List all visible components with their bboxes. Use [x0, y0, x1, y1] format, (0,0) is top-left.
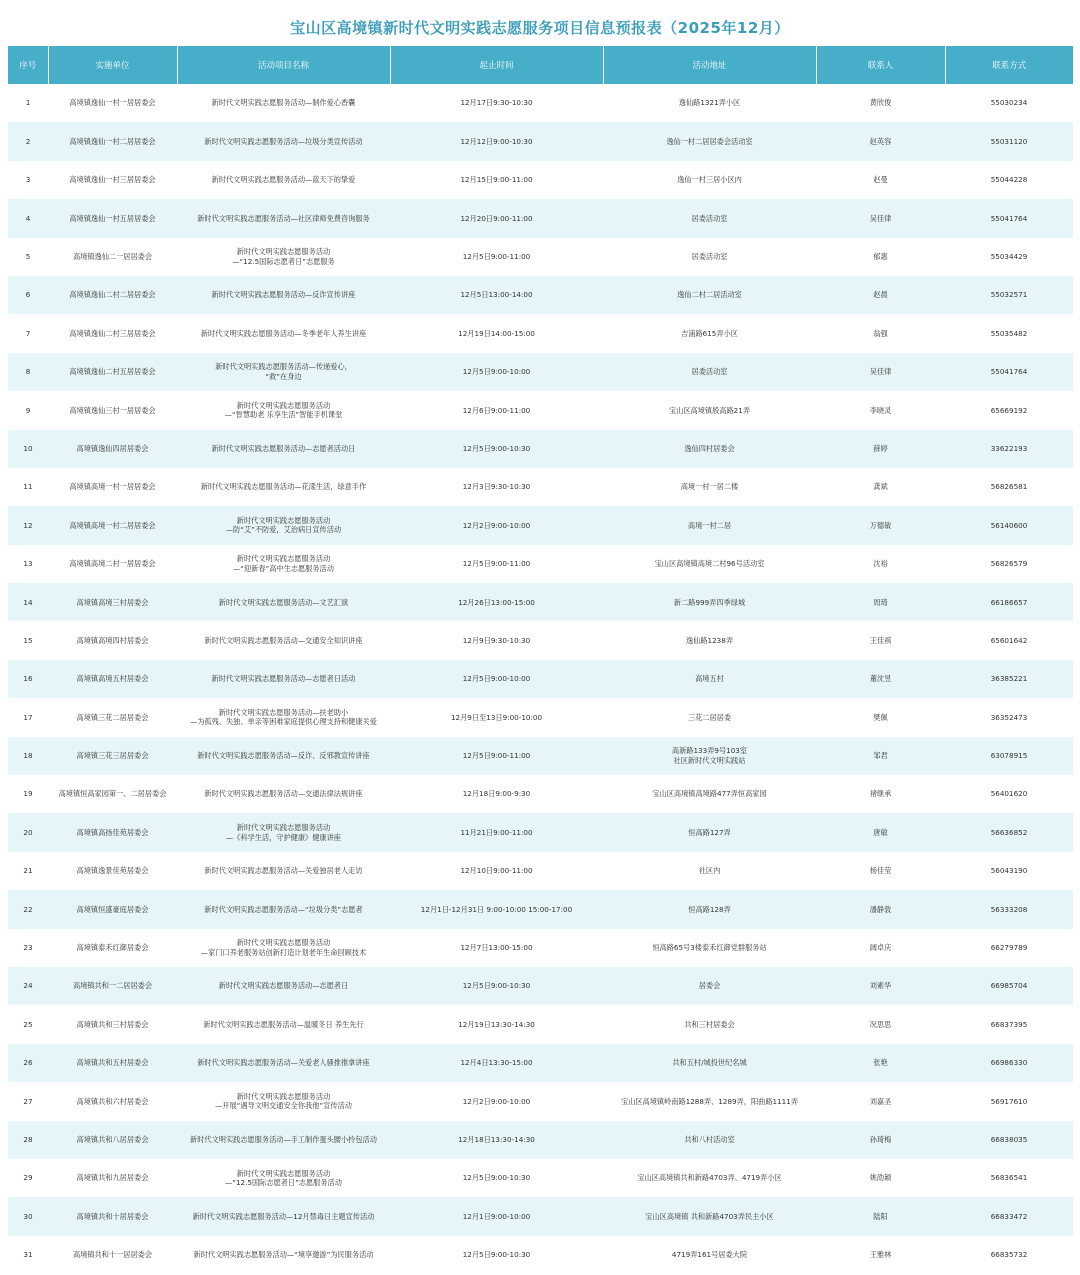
- cell-project: 新时代文明实践志愿服务活动—“境享邀游”为民服务活动: [177, 1236, 390, 1274]
- cell-project: 新时代文明实践志愿服务活动—花漾生活，绿意手作: [177, 468, 390, 506]
- cell-unit: 高境镇恒盛豪庭居委会: [48, 890, 177, 928]
- table-row: [8, 813, 1073, 851]
- cell-time: 12月2日9:00-10:00: [390, 1082, 603, 1120]
- cell-contact: 黄欣俊: [816, 84, 945, 122]
- cell-project: 新时代文明实践志愿服务活动 —开展“遇导文明交通安全你我他”宣传活动: [177, 1082, 390, 1120]
- cell-contact: 陆阳: [816, 1197, 945, 1235]
- cell-time: 11月21日9:00-11:00: [390, 813, 603, 851]
- cell-time: 12月15日9:00-11:00: [390, 161, 603, 199]
- cell-project: 新时代文明实践志愿服务活动—交通安全知识讲座: [177, 621, 390, 659]
- cell-project: 新时代文明实践志愿服务活动—志愿者日: [177, 967, 390, 1005]
- cell-unit: 高境镇逸仙二村五居居委会: [48, 353, 177, 391]
- table-row: [8, 199, 1073, 237]
- cell-time: 12月5日9:00-10:30: [390, 1236, 603, 1274]
- cell-project: 新时代文明实践志愿服务活动 —家门口养老服务站创新打造计划老年生命回顾技术: [177, 929, 390, 967]
- table-row: [8, 890, 1073, 928]
- table-row: [8, 506, 1073, 544]
- cell-index: 23: [8, 929, 48, 967]
- cell-project: 新时代文明实践志愿服务活动—制作爱心香囊: [177, 84, 390, 122]
- cell-address: 高境一村二居: [603, 506, 816, 544]
- cell-time: 12月12日9:00-10:30: [390, 122, 603, 160]
- cell-phone: 56401620: [945, 775, 1073, 813]
- cell-contact: 褚继承: [816, 775, 945, 813]
- cell-time: 12月2日9:00-10:00: [390, 506, 603, 544]
- table-row: [8, 314, 1073, 352]
- column-header-unit: 实施单位: [48, 46, 177, 84]
- cell-address: 逸仙四村居委会: [603, 430, 816, 468]
- cell-project: 新时代文明实践志愿服务活动—蓝天下的挚爱: [177, 161, 390, 199]
- cell-unit: 高境镇共和一二居居委会: [48, 967, 177, 1005]
- cell-phone: 66838035: [945, 1121, 1073, 1159]
- cell-contact: 唐敏: [816, 813, 945, 851]
- cell-project: 新时代文明实践志愿服务活动—反诈宣传讲座: [177, 276, 390, 314]
- table-body: [8, 84, 1073, 1274]
- cell-address: 高境一村一居二楼: [603, 468, 816, 506]
- cell-phone: 66186657: [945, 583, 1073, 621]
- cell-address: 三花二居居委: [603, 698, 816, 736]
- cell-phone: 66835732: [945, 1236, 1073, 1274]
- cell-contact: 邹君: [816, 737, 945, 775]
- cell-address: 逸仙一村二居居委会活动室: [603, 122, 816, 160]
- cell-time: 12月5日9:00-11:00: [390, 238, 603, 276]
- cell-address: 宝山区高境镇岭南路1288弄、1289弄，阳曲路1111弄: [603, 1082, 816, 1120]
- cell-index: 25: [8, 1005, 48, 1043]
- cell-time: 12月6日9:00-11:00: [390, 391, 603, 429]
- cell-project: 新时代文明实践志愿服务活动—12月禁毒日主题宣传活动: [177, 1197, 390, 1235]
- cell-time: 12月20日9:00-11:00: [390, 199, 603, 237]
- cell-contact: 李晓灵: [816, 391, 945, 429]
- cell-index: 19: [8, 775, 48, 813]
- cell-time: 12月17日9:30-10:30: [390, 84, 603, 122]
- column-header-contact: 联系人: [816, 46, 945, 84]
- cell-unit: 高境镇逸仙一村五居居委会: [48, 199, 177, 237]
- cell-project: 新时代文明实践志愿服务活动—志愿者活动日: [177, 430, 390, 468]
- cell-address: 恒高路65号3楼泰禾红御党群服务站: [603, 929, 816, 967]
- cell-unit: 高境镇高境一村二居居委会: [48, 506, 177, 544]
- table-row: [8, 468, 1073, 506]
- cell-phone: 66279789: [945, 929, 1073, 967]
- cell-time: 12月4日13:30-15:00: [390, 1044, 603, 1082]
- cell-index: 13: [8, 545, 48, 583]
- cell-phone: 66985704: [945, 967, 1073, 1005]
- cell-index: 12: [8, 506, 48, 544]
- cell-contact: 万德敏: [816, 506, 945, 544]
- cell-project: 新时代文明实践志愿服务活动—传递爱心， “救”在身边: [177, 353, 390, 391]
- column-header-time: 起止时间: [390, 46, 603, 84]
- cell-unit: 高境镇共和八居居委会: [48, 1121, 177, 1159]
- cell-unit: 高境镇高境四村居委会: [48, 621, 177, 659]
- cell-index: 21: [8, 852, 48, 890]
- cell-unit: 高境镇高境五村居委会: [48, 660, 177, 698]
- cell-index: 17: [8, 698, 48, 736]
- cell-time: 12月10日9:00-11:00: [390, 852, 603, 890]
- cell-index: 2: [8, 122, 48, 160]
- cell-contact: 薛婷: [816, 430, 945, 468]
- cell-project: 新时代文明实践志愿服务活动 —“12.5国际志愿者日”志愿服务活动: [177, 1159, 390, 1197]
- cell-phone: 65601642: [945, 621, 1073, 659]
- cell-index: 16: [8, 660, 48, 698]
- cell-project: 新时代文明实践志愿服务活动—垃圾分类宣传活动: [177, 122, 390, 160]
- cell-time: 12月9日至13日9:00-10:00: [390, 698, 603, 736]
- cell-phone: 56826581: [945, 468, 1073, 506]
- cell-project: 新时代文明实践志愿服务活动—社区律师免费咨询服务: [177, 199, 390, 237]
- cell-time: 12月5日9:00-10:30: [390, 1159, 603, 1197]
- cell-index: 6: [8, 276, 48, 314]
- cell-index: 28: [8, 1121, 48, 1159]
- table-row: [8, 238, 1073, 276]
- table-row: [8, 1236, 1073, 1274]
- table-row: [8, 1082, 1073, 1120]
- cell-contact: 孙琦梅: [816, 1121, 945, 1159]
- cell-address: 逸仙二村二居活动室: [603, 276, 816, 314]
- cell-time: 12月18日13:30-14:30: [390, 1121, 603, 1159]
- table-row: [8, 621, 1073, 659]
- cell-phone: 56636852: [945, 813, 1073, 851]
- cell-index: 22: [8, 890, 48, 928]
- cell-time: 12月26日13:00-15:00: [390, 583, 603, 621]
- cell-unit: 高境镇高境一村一居居委会: [48, 468, 177, 506]
- cell-contact: 况思思: [816, 1005, 945, 1043]
- cell-unit: 高境镇高境三村居委会: [48, 583, 177, 621]
- cell-index: 27: [8, 1082, 48, 1120]
- cell-phone: 56836541: [945, 1159, 1073, 1197]
- cell-time: 12月5日9:00-11:00: [390, 737, 603, 775]
- cell-address: 居委活动室: [603, 353, 816, 391]
- table-row: [8, 1121, 1073, 1159]
- cell-contact: 樊佩: [816, 698, 945, 736]
- cell-address: 宝山区高境镇共和新路4703弄、4719弄小区: [603, 1159, 816, 1197]
- cell-index: 1: [8, 84, 48, 122]
- cell-phone: 56826579: [945, 545, 1073, 583]
- cell-unit: 高境镇逸仙二一居居委会: [48, 238, 177, 276]
- cell-address: 4719弄161号居委大院: [603, 1236, 816, 1274]
- cell-unit: 高境镇逸仙四居居委会: [48, 430, 177, 468]
- cell-contact: 刘嘉圣: [816, 1082, 945, 1120]
- cell-contact: 周琦: [816, 583, 945, 621]
- cell-time: 12月3日9:30-10:30: [390, 468, 603, 506]
- cell-project: 新时代文明实践志愿服务活动—关爱独居老人走访: [177, 852, 390, 890]
- cell-project: 新时代文明实践志愿服务活动—温暖冬日 养生先行: [177, 1005, 390, 1043]
- cell-address: 逸仙一村三居小区内: [603, 161, 816, 199]
- cell-index: 10: [8, 430, 48, 468]
- cell-time: 12月19日14:00-15:00: [390, 314, 603, 352]
- table-row: [8, 430, 1073, 468]
- cell-phone: 55034429: [945, 238, 1073, 276]
- cell-project: 新时代文明实践志愿服务活动 —“12.5国际志愿者日”志愿服务: [177, 238, 390, 276]
- cell-phone: 56333208: [945, 890, 1073, 928]
- cell-phone: 56043190: [945, 852, 1073, 890]
- cell-address: 恒高路128弄: [603, 890, 816, 928]
- cell-time: 12月5日9:00-10:30: [390, 430, 603, 468]
- cell-unit: 高境镇高扬佳苑居委会: [48, 813, 177, 851]
- cell-phone: 56917610: [945, 1082, 1073, 1120]
- cell-index: 26: [8, 1044, 48, 1082]
- cell-phone: 55032571: [945, 276, 1073, 314]
- table-row: [8, 276, 1073, 314]
- cell-time: 12月1日9:00-10:00: [390, 1197, 603, 1235]
- cell-time: 12月5日13:00-14:00: [390, 276, 603, 314]
- cell-unit: 高境镇共和六村居委会: [48, 1082, 177, 1120]
- cell-address: 共和五村/城投世纪名城: [603, 1044, 816, 1082]
- cell-index: 14: [8, 583, 48, 621]
- cell-index: 8: [8, 353, 48, 391]
- table-row: [8, 1159, 1073, 1197]
- cell-phone: 36352473: [945, 698, 1073, 736]
- table-row: [8, 353, 1073, 391]
- cell-unit: 高境镇高境二村一居居委会: [48, 545, 177, 583]
- cell-unit: 高境镇逸仙一村一居居委会: [48, 84, 177, 122]
- cell-time: 12月7日13:00-15:00: [390, 929, 603, 967]
- cell-unit: 高境镇三花二居居委会: [48, 698, 177, 736]
- table-row: [8, 929, 1073, 967]
- cell-time: 12月5日9:00-10:00: [390, 660, 603, 698]
- cell-phone: 66837395: [945, 1005, 1073, 1043]
- cell-index: 18: [8, 737, 48, 775]
- table-row: [8, 852, 1073, 890]
- cell-time: 12月1日-12月31日 9:00-10:00 15:00-17:00: [390, 890, 603, 928]
- cell-address: 逸仙路1238弄: [603, 621, 816, 659]
- cell-contact: 阔卓庆: [816, 929, 945, 967]
- cell-phone: 55041764: [945, 199, 1073, 237]
- cell-project: 新时代文明实践志愿服务活动—“垃圾分类”志愿者: [177, 890, 390, 928]
- cell-unit: 高境镇逸仙一村三居居委会: [48, 161, 177, 199]
- cell-time: 12月5日9:00-10:30: [390, 967, 603, 1005]
- cell-address: 恒高路127弄: [603, 813, 816, 851]
- table-row: [8, 1044, 1073, 1082]
- cell-address: 社区内: [603, 852, 816, 890]
- cell-project: 新时代文明实践志愿服务活动—交通法律法规讲座: [177, 775, 390, 813]
- cell-time: 12月9日9:30-10:30: [390, 621, 603, 659]
- cell-project: 新时代文明实践志愿服务活动 —防“艾”不防爱，艾治病日宣传活动: [177, 506, 390, 544]
- cell-project: 新时代文明实践志愿服务活动 —“迎新春”高中生志愿服务活动: [177, 545, 390, 583]
- cell-address: 共和三村居委会: [603, 1005, 816, 1043]
- cell-phone: 66833472: [945, 1197, 1073, 1235]
- cell-time: 12月5日9:00-10:00: [390, 353, 603, 391]
- cell-contact: 王佳祺: [816, 621, 945, 659]
- cell-index: 31: [8, 1236, 48, 1274]
- cell-index: 4: [8, 199, 48, 237]
- cell-phone: 66986330: [945, 1044, 1073, 1082]
- cell-index: 29: [8, 1159, 48, 1197]
- column-header-address: 活动地址: [603, 46, 816, 84]
- cell-phone: 55044228: [945, 161, 1073, 199]
- cell-project: 新时代文明实践志愿服务活动—关爱老人骚推推拿讲座: [177, 1044, 390, 1082]
- cell-address: 共和八村活动室: [603, 1121, 816, 1159]
- table-row: [8, 660, 1073, 698]
- cell-contact: 赵英容: [816, 122, 945, 160]
- table-row: [8, 391, 1073, 429]
- cell-address: 高新路133弄9号103室 社区新时代文明实践站: [603, 737, 816, 775]
- cell-address: 逸仙路1321弄小区: [603, 84, 816, 122]
- table-row: [8, 583, 1073, 621]
- cell-unit: 高境镇逸仙一村二居居委会: [48, 122, 177, 160]
- cell-phone: 55041764: [945, 353, 1073, 391]
- cell-address: 新二路999弄四季绿城: [603, 583, 816, 621]
- cell-index: 7: [8, 314, 48, 352]
- table-row: [8, 698, 1073, 736]
- cell-unit: 高境镇泰禾红御居委会: [48, 929, 177, 967]
- table-row: [8, 967, 1073, 1005]
- table-header-row: [8, 46, 1073, 84]
- cell-phone: 65669192: [945, 391, 1073, 429]
- cell-unit: 高境镇共和五村居委会: [48, 1044, 177, 1082]
- cell-phone: 36385221: [945, 660, 1073, 698]
- cell-index: 15: [8, 621, 48, 659]
- cell-project: 新时代文明实践志愿服务活动—扶老助小 —为孤残、失独、单亲等困难家庭提供心理支持和健康关爱: [177, 698, 390, 736]
- cell-phone: 56140600: [945, 506, 1073, 544]
- cell-contact: 杨佳莹: [816, 852, 945, 890]
- cell-contact: 翁强: [816, 314, 945, 352]
- cell-contact: 姚劭颖: [816, 1159, 945, 1197]
- table-row: [8, 545, 1073, 583]
- table-row: [8, 775, 1073, 813]
- cell-address: 宝山区高境镇殷高路21弄: [603, 391, 816, 429]
- table-row: [8, 84, 1073, 122]
- table-row: [8, 1005, 1073, 1043]
- cell-time: 12月19日13:30-14:30: [390, 1005, 603, 1043]
- cell-project: 新时代文明实践志愿服务活动 —“智慧助老 乐享生活”智能手机课堂: [177, 391, 390, 429]
- cell-address: 居委活动室: [603, 199, 816, 237]
- table-row: [8, 1197, 1073, 1235]
- cell-address: 吉浦路615弄小区: [603, 314, 816, 352]
- cell-contact: 赵晨: [816, 276, 945, 314]
- cell-phone: 55030234: [945, 84, 1073, 122]
- cell-index: 3: [8, 161, 48, 199]
- cell-contact: 郁惠: [816, 238, 945, 276]
- cell-unit: 高境镇共和十一居居委会: [48, 1236, 177, 1274]
- column-header-project: 活动项目名称: [177, 46, 390, 84]
- cell-phone: 33622193: [945, 430, 1073, 468]
- cell-unit: 高境镇逸仙二村二居居委会: [48, 276, 177, 314]
- cell-unit: 高境镇三花三居居委会: [48, 737, 177, 775]
- cell-address: 宝山区高境镇高境路477弄恒高家园: [603, 775, 816, 813]
- page-title: 宝山区高境镇新时代文明实践志愿服务项目信息预报表（2025年12月）: [290, 19, 790, 37]
- column-header-index: 序号: [8, 46, 48, 84]
- cell-contact: 赵曼: [816, 161, 945, 199]
- cell-phone: 63078915: [945, 737, 1073, 775]
- table-row: [8, 161, 1073, 199]
- cell-contact: 吴佳律: [816, 199, 945, 237]
- table-row: [8, 122, 1073, 160]
- cell-contact: 沈裕: [816, 545, 945, 583]
- cell-index: 11: [8, 468, 48, 506]
- cell-address: 高境五村: [603, 660, 816, 698]
- cell-project: 新时代文明实践志愿服务活动—手工制作蛋头腰小拎包活动: [177, 1121, 390, 1159]
- cell-project: 新时代文明实践志愿服务活动—冬季老年人养生讲座: [177, 314, 390, 352]
- cell-contact: 王雅林: [816, 1236, 945, 1274]
- cell-index: 30: [8, 1197, 48, 1235]
- cell-unit: 高境镇共和三村居委会: [48, 1005, 177, 1043]
- table-row: [8, 737, 1073, 775]
- cell-unit: 高境镇恒高家园第一、二居居委会: [48, 775, 177, 813]
- cell-project: 新时代文明实践志愿服务活动—反诈、反邪教宣传讲座: [177, 737, 390, 775]
- cell-address: 宝山区高境镇 共和新路4703弄民主小区: [603, 1197, 816, 1235]
- cell-contact: 潘静敦: [816, 890, 945, 928]
- cell-unit: 高境镇共和九居居委会: [48, 1159, 177, 1197]
- cell-index: 20: [8, 813, 48, 851]
- cell-project: 新时代文明实践志愿服务活动 —《科学生活，守护健康》健康讲座: [177, 813, 390, 851]
- cell-address: 宝山区高境镇高境二村96号活动室: [603, 545, 816, 583]
- cell-contact: 董沈昱: [816, 660, 945, 698]
- cell-index: 9: [8, 391, 48, 429]
- cell-index: 5: [8, 238, 48, 276]
- cell-unit: 高境镇逸景佳苑居委会: [48, 852, 177, 890]
- cell-phone: 55035482: [945, 314, 1073, 352]
- cell-address: 居委会: [603, 967, 816, 1005]
- cell-project: 新时代文明实践志愿服务活动—文艺汇演: [177, 583, 390, 621]
- cell-index: 24: [8, 967, 48, 1005]
- cell-contact: 龚斌: [816, 468, 945, 506]
- cell-project: 新时代文明实践志愿服务活动—志愿者日活动: [177, 660, 390, 698]
- project-table: [8, 46, 1073, 1274]
- cell-contact: 刘素华: [816, 967, 945, 1005]
- cell-address: 居委活动室: [603, 238, 816, 276]
- column-header-phone: 联系方式: [945, 46, 1073, 84]
- cell-unit: 高境镇逸仙三村一居居委会: [48, 391, 177, 429]
- cell-phone: 55031120: [945, 122, 1073, 160]
- cell-unit: 高境镇逸仙二村三居居委会: [48, 314, 177, 352]
- cell-time: 12月5日9:00-11:00: [390, 545, 603, 583]
- cell-unit: 高境镇共和十居居委会: [48, 1197, 177, 1235]
- cell-contact: 张艳: [816, 1044, 945, 1082]
- cell-contact: 吴佳律: [816, 353, 945, 391]
- cell-time: 12月18日9:00-9:30: [390, 775, 603, 813]
